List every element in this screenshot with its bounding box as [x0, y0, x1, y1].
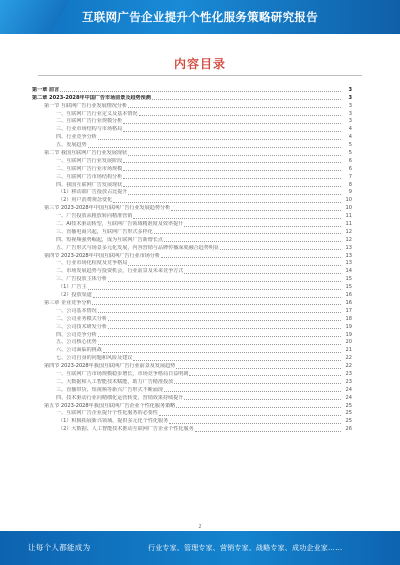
toc-entry-title: 四、公司竞争分析: [56, 331, 97, 338]
toc-entry-page: 10: [345, 197, 352, 204]
toc-leader-dots: [133, 218, 341, 219]
toc-entry-title: 第二章 2023-2028年中国广告市场前景及趋势预测: [32, 94, 151, 101]
toc-entry-page: 25: [345, 410, 352, 417]
toc-entry[interactable]: [32, 362, 352, 370]
toc-leader-dots: [128, 265, 341, 266]
toc-leader-dots: [123, 178, 341, 179]
toc-entry[interactable]: [32, 102, 352, 110]
toc-entry[interactable]: [32, 165, 352, 173]
toc-entry-page: 14: [345, 268, 352, 275]
toc-entry[interactable]: [32, 331, 352, 339]
toc-leader-dots: [176, 368, 341, 369]
toc-leader-dots: [88, 289, 341, 290]
toc-entry-page: 15: [345, 284, 352, 291]
toc-leader-dots: [169, 423, 341, 424]
toc-entry-page: 17: [345, 307, 352, 314]
toc-entry-title: （2）用户消费观念变化: [58, 197, 113, 204]
toc-entry-page: 22: [345, 355, 352, 362]
toc-leader-dots: [108, 328, 341, 329]
footer-slogan: 让每个人都能成为: [28, 543, 91, 552]
toc-entry-page: 6: [348, 165, 352, 172]
toc-entry[interactable]: [32, 299, 352, 307]
toc-entry-title: 二、公司业务模式分析: [56, 315, 107, 322]
toc-entry-page: 23: [345, 378, 352, 385]
toc-leader-dots: [184, 273, 341, 274]
toc-entry-title: 三、行业市场结构与市场格局: [56, 126, 123, 133]
toc-entry-title: 一、互联网广告行业发展阶段: [56, 157, 123, 164]
page-header: [0, 0, 400, 36]
toc-entry[interactable]: [32, 118, 352, 126]
toc-entry[interactable]: [32, 283, 352, 291]
toc-entry-page: 3: [348, 94, 352, 101]
toc-entry-title: 三、公司技术研发分析: [56, 323, 107, 330]
toc-entry[interactable]: [32, 410, 352, 418]
toc-leader-dots: [184, 399, 341, 400]
toc-entry-title: 三、直播带货、短视频等新兴广告形式不断涌现: [56, 386, 163, 393]
report-title: 互联网广告企业提升个性化服务策略研究报告: [82, 10, 318, 24]
toc-entry-page: 20: [345, 339, 352, 346]
toc-entry-title: 一、互联网广告企业提升个性化服务的必要性: [56, 410, 158, 417]
toc-entry[interactable]: [32, 252, 352, 260]
toc-leader-dots: [189, 375, 341, 376]
toc-entry-page: 13: [345, 260, 352, 267]
toc-entry-title: 第四节 2023-2028年中国互联网广告行业市场分析: [44, 252, 160, 259]
toc-entry-title: （1）移动端广告投放占比提升: [58, 189, 128, 196]
toc-entry-title: （1）积极拓展新兴领域，提供多元化个性化服务: [58, 418, 169, 425]
toc-leader-dots: [133, 360, 341, 361]
toc-leader-dots: [128, 107, 341, 108]
toc-entry-title: 四、短视频强势崛起，成为互联网广告新增长点: [56, 236, 163, 243]
toc-entry[interactable]: [32, 323, 352, 331]
toc-entry-page: 12: [345, 228, 352, 235]
toc-entry[interactable]: [32, 425, 352, 433]
toc-entry-page: 8: [348, 181, 352, 188]
toc-entry-title: 第五节 2023-2028年我国互联网广告企业个性化服务策略: [44, 402, 176, 409]
toc-entry-page: 24: [345, 386, 352, 393]
toc-entry-title: 第三节 2023-2028年中国互联网广告行业发展趋势分析: [44, 205, 171, 212]
toc-entry-page: 3: [348, 110, 352, 117]
toc-entry-page: 11: [345, 213, 352, 220]
toc-entry-title: 七、公司自身的问题和风险及建议: [56, 355, 133, 362]
toc-entry-page: 3: [348, 118, 352, 125]
toc-entry-title: （2）投放渠道: [58, 292, 92, 299]
toc-entry-title: 第二节 我国互联网广告行业发展现状: [44, 150, 128, 157]
toc-entry-page: 13: [345, 252, 352, 259]
toc-entry-title: 四、行业竞争分析: [56, 134, 97, 141]
toc-entry-title: 三、互联网广告市场结构分析: [56, 173, 123, 180]
toc-entry[interactable]: [32, 291, 352, 299]
toc-entry-title: 一、广告投放从粗放转向精准营销: [56, 213, 133, 220]
toc-entry[interactable]: [32, 346, 352, 354]
toc-entry-title: 三、广告投放主体分析: [56, 276, 107, 283]
toc-entry[interactable]: [32, 220, 352, 228]
toc-entry[interactable]: [32, 173, 352, 181]
toc-leader-dots: [123, 123, 341, 124]
toc-leader-dots: [98, 336, 341, 337]
toc-entry-title: 四、技术驱动行业向精细化运营转变，营销效果持续提升: [56, 394, 184, 401]
toc-entry-page: 9: [348, 189, 352, 196]
toc-leader-dots: [123, 186, 341, 187]
toc-entry[interactable]: [32, 378, 352, 386]
toc-leader-dots: [171, 210, 341, 211]
toc-entry-page: 6: [348, 157, 352, 164]
page-number: 2: [198, 524, 202, 530]
toc-entry-title: 五、广告形式与场景多元化发展，内容营销与品牌传播深度融合趋势明显: [56, 244, 220, 251]
toc-leader-dots: [88, 147, 341, 148]
toc-leader-dots: [60, 91, 341, 92]
toc-entry[interactable]: [32, 370, 352, 378]
toc-leader-dots: [164, 391, 341, 392]
toc-entry-title: 一、互联网广告市场规模稳步增长，市场竞争格局日益明朗: [56, 370, 189, 377]
toc-entry-page: 4: [348, 126, 352, 133]
toc-entry[interactable]: [32, 315, 352, 323]
toc-entry-title: 四、我国互联网广告发展现状: [56, 181, 123, 188]
toc-entry[interactable]: [32, 94, 352, 102]
toc-entry[interactable]: [32, 417, 352, 425]
toc-entry[interactable]: [32, 394, 352, 402]
toc-leader-dots: [98, 139, 341, 140]
toc-entry[interactable]: [32, 244, 352, 252]
toc-entry[interactable]: [32, 86, 352, 94]
toc-entry[interactable]: [32, 204, 352, 212]
toc-leader-dots: [123, 162, 341, 163]
toc-leader-dots: [161, 257, 341, 258]
toc-entry-title: 一、行业市场化程度及竞争格局: [56, 260, 128, 267]
toc-entry-page: 25: [345, 418, 352, 425]
toc-entry-title: 五、公司核心优势: [56, 339, 97, 346]
page-footer: [0, 531, 400, 565]
toc-entry-title: 五、发展趋势: [56, 142, 87, 149]
toc-entry-page: 3: [348, 102, 352, 109]
toc-leader-dots: [152, 99, 341, 100]
toc-entry-page: 13: [345, 244, 352, 251]
toc-entry-title: 第四节 2023-2028年我国互联网广告行业前景及发展趋势: [44, 363, 176, 370]
toc-leader-dots: [98, 312, 341, 313]
toc-entry-page: 23: [345, 370, 352, 377]
toc-leader-dots: [128, 194, 341, 195]
toc-entry-page: 7: [348, 173, 352, 180]
toc-entry[interactable]: [32, 149, 352, 157]
toc-entry-page: 15: [345, 276, 352, 283]
toc-leader-dots: [113, 202, 341, 203]
toc-entry[interactable]: [32, 307, 352, 315]
toc-entry-page: 12: [345, 236, 352, 243]
footer-roles: 行业专家、管理专家、营销专家、战略专家、成功企业家……: [148, 544, 343, 552]
toc-leader-dots: [103, 352, 341, 353]
toc-entry[interactable]: [32, 275, 352, 283]
toc-entry[interactable]: [32, 386, 352, 394]
toc-entry[interactable]: [32, 141, 352, 149]
toc-entry[interactable]: [32, 402, 352, 410]
toc-leader-dots: [128, 155, 341, 156]
toc-entry[interactable]: [32, 354, 352, 362]
toc-entry-page: 25: [345, 402, 352, 409]
toc-entry-title: （1）广告主: [58, 284, 87, 291]
toc-entry-page: 4: [348, 134, 352, 141]
toc-entry[interactable]: [32, 260, 352, 268]
toc-entry-page: 22: [345, 363, 352, 370]
toc-entry-title: 二、互联网广告行业规模分析: [56, 118, 123, 125]
toc-entry-title: 第一节 互联网广告行业发展情况分析: [44, 102, 128, 109]
toc-entry-title: 二、互联网广告行业市场规模: [56, 165, 123, 172]
toc-leader-dots: [93, 297, 341, 298]
toc-entry-page: 11: [345, 221, 352, 228]
toc-entry-page: 18: [345, 315, 352, 322]
toc-entry[interactable]: [32, 236, 352, 244]
toc-entry-page: 19: [345, 331, 352, 338]
toc-leader-dots: [123, 170, 341, 171]
toc-entry-page: 16: [345, 299, 352, 306]
toc-entry-title: 第一章 前言: [32, 86, 60, 93]
toc-leader-dots: [139, 115, 341, 116]
toc-leader-dots: [154, 233, 341, 234]
toc-entry[interactable]: [32, 212, 352, 220]
toc-entry-page: 21: [345, 347, 352, 354]
toc-entry[interactable]: [32, 125, 352, 133]
toc-entry-title: 一、互联网广告行业定义及基本情况: [56, 110, 138, 117]
toc-leader-dots: [98, 344, 341, 345]
toc-entry-page: 5: [348, 150, 352, 157]
toc-entry-title: 三、直播电商兴起，互联网广告形式多样化: [56, 228, 153, 235]
toc-entry-title: 六、公司面临的挑战: [56, 347, 102, 354]
toc-leader-dots: [164, 241, 341, 242]
toc-entry-title: 一、公司基本情况: [56, 307, 97, 314]
toc-entry-title: 二、AI技术驱动转型，互联网广告领域精准度及效率提升: [56, 221, 184, 228]
toc-leader-dots: [108, 320, 341, 321]
toc-leader-dots: [159, 415, 341, 416]
toc-entry-page: 19: [345, 323, 352, 330]
toc-entry[interactable]: [32, 181, 352, 189]
toc-leader-dots: [123, 131, 341, 132]
toc-entry-title: 第三章 企业竞争分析: [44, 299, 92, 306]
toc-leader-dots: [220, 249, 341, 250]
toc-leader-dots: [195, 431, 341, 432]
toc-leader-dots: [92, 304, 341, 305]
toc-entry[interactable]: [32, 189, 352, 197]
toc-divider: [38, 75, 362, 76]
toc-entry-page: 26: [345, 426, 352, 433]
toc-heading: 内容目录: [173, 57, 226, 71]
toc-leader-dots: [108, 281, 341, 282]
toc-leader-dots: [184, 226, 341, 227]
toc-entry-title: 二、大数据和人工智能技术赋能，助力广告精准投放: [56, 378, 174, 385]
toc-leader-dots: [174, 383, 341, 384]
toc-entry[interactable]: [32, 110, 352, 118]
toc-entry[interactable]: [32, 228, 352, 236]
toc-entry[interactable]: [32, 157, 352, 165]
toc-entry[interactable]: [32, 267, 352, 275]
toc-entry-page: 16: [345, 292, 352, 299]
table-of-contents: [32, 86, 352, 433]
toc-entry-page: 5: [348, 142, 352, 149]
toc-entry-page: 24: [345, 394, 352, 401]
toc-entry-page: 10: [345, 205, 352, 212]
toc-entry-title: （2）大数据、人工智能技术推动互联网广告企业个性化服务: [58, 426, 194, 433]
toc-entry[interactable]: [32, 133, 352, 141]
toc-entry-page: 3: [348, 86, 352, 93]
toc-entry-title: 二、市场发展趋势与投资机会，行业前景及未来竞争方式: [56, 268, 184, 275]
toc-leader-dots: [176, 407, 341, 408]
toc-entry[interactable]: [32, 339, 352, 347]
toc-entry[interactable]: [32, 196, 352, 204]
